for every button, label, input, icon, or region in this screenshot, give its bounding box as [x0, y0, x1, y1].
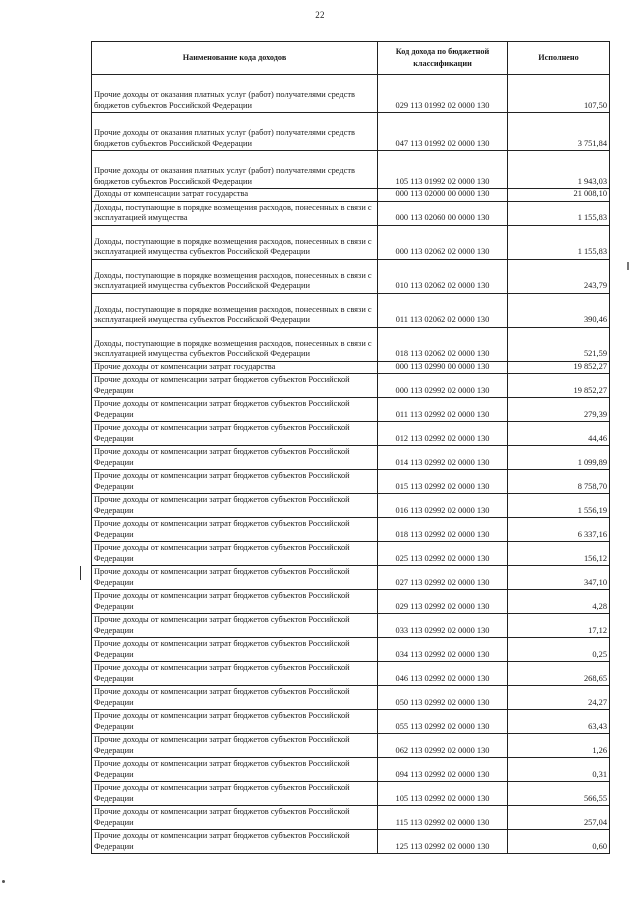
table-row	[92, 614, 610, 638]
revenue-code-cell: 011 113 02062 02 0000 130	[378, 293, 508, 327]
revenue-code-cell: 055 113 02992 02 0000 130	[378, 710, 508, 734]
amount-cell: 279,39	[508, 398, 610, 422]
amount-cell: 63,43	[508, 710, 610, 734]
amount-cell: 4,28	[508, 590, 610, 614]
table-row	[92, 75, 610, 113]
revenue-code-cell: 015 113 02992 02 0000 130	[378, 470, 508, 494]
amount-cell: 566,55	[508, 782, 610, 806]
revenue-name-cell: Прочие доходы от компенсации затрат бюджетов субъектов Российской Федерации	[92, 614, 378, 638]
table-row	[92, 758, 610, 782]
revenue-name-cell: Прочие доходы от компенсации затрат бюджетов субъектов Российской Федерации	[92, 518, 378, 542]
amount-cell: 521,59	[508, 327, 610, 361]
amount-cell: 8 758,70	[508, 470, 610, 494]
amount-cell: 0,25	[508, 638, 610, 662]
revenue-name-cell: Доходы, поступающие в порядке возмещения расходов, понесенных в связи с эксплуатацией имущества субъектов Российской Федерации	[92, 327, 378, 361]
revenue-code-cell: 094 113 02992 02 0000 130	[378, 758, 508, 782]
revenue-code-cell: 000 113 02992 02 0000 130	[378, 374, 508, 398]
revenue-code-cell: 029 113 01992 02 0000 130	[378, 75, 508, 113]
revenue-name-cell: Прочие доходы от компенсации затрат бюджетов субъектов Российской Федерации	[92, 806, 378, 830]
table-row	[92, 113, 610, 151]
revenue-code-cell: 000 113 02990 00 0000 130	[378, 361, 508, 374]
revenue-name-cell: Прочие доходы от компенсации затрат бюджетов субъектов Российской Федерации	[92, 470, 378, 494]
table-row	[92, 361, 610, 374]
revenue-code-cell: 047 113 01992 02 0000 130	[378, 113, 508, 151]
amount-cell: 1 943,03	[508, 151, 610, 189]
table-row	[92, 566, 610, 590]
amount-cell: 257,04	[508, 806, 610, 830]
revenue-name-cell: Прочие доходы от компенсации затрат бюджетов субъектов Российской Федерации	[92, 734, 378, 758]
amount-cell: 156,12	[508, 542, 610, 566]
table-row	[92, 830, 610, 854]
table-row	[92, 259, 610, 293]
table-header-row	[92, 42, 610, 75]
revenue-code-cell: 029 113 02992 02 0000 130	[378, 590, 508, 614]
amount-cell: 1,26	[508, 734, 610, 758]
revenue-name-cell: Доходы, поступающие в порядке возмещения расходов, понесенных в связи с эксплуатацией имущества субъектов Российской Федерации	[92, 259, 378, 293]
scan-artifact-mark	[2, 880, 5, 883]
revenue-code-cell: 033 113 02992 02 0000 130	[378, 614, 508, 638]
amount-cell: 347,10	[508, 566, 610, 590]
revenue-name-cell: Прочие доходы от компенсации затрат бюджетов субъектов Российской Федерации	[92, 782, 378, 806]
revenue-code-cell: 018 113 02992 02 0000 130	[378, 518, 508, 542]
amount-cell: 1 155,83	[508, 225, 610, 259]
revenue-code-cell: 016 113 02992 02 0000 130	[378, 494, 508, 518]
revenue-code-cell: 034 113 02992 02 0000 130	[378, 638, 508, 662]
revenue-code-cell: 014 113 02992 02 0000 130	[378, 446, 508, 470]
revenue-code-cell: 011 113 02992 02 0000 130	[378, 398, 508, 422]
table-row	[92, 686, 610, 710]
revenue-code-cell: 010 113 02062 02 0000 130	[378, 259, 508, 293]
table-row	[92, 225, 610, 259]
table-row	[92, 374, 610, 398]
revenue-name-cell: Прочие доходы от компенсации затрат бюджетов субъектов Российской Федерации	[92, 374, 378, 398]
scan-artifact-mark	[80, 566, 81, 580]
table-row	[92, 189, 610, 202]
table-row	[92, 293, 610, 327]
revenue-code-cell: 105 113 02992 02 0000 130	[378, 782, 508, 806]
amount-cell: 0,60	[508, 830, 610, 854]
amount-cell: 0,31	[508, 758, 610, 782]
revenue-code-cell: 027 113 02992 02 0000 130	[378, 566, 508, 590]
revenue-code-cell: 012 113 02992 02 0000 130	[378, 422, 508, 446]
revenue-name-cell: Доходы, поступающие в порядке возмещения расходов, понесенных в связи с эксплуатацией имущества	[92, 201, 378, 225]
revenue-code-cell: 018 113 02062 02 0000 130	[378, 327, 508, 361]
amount-cell: 6 337,16	[508, 518, 610, 542]
revenue-code-cell: 000 113 02062 02 0000 130	[378, 225, 508, 259]
header-amount-executed: Исполнено	[508, 42, 610, 75]
revenue-code-cell: 115 113 02992 02 0000 130	[378, 806, 508, 830]
revenue-name-cell: Доходы, поступающие в порядке возмещения расходов, понесенных в связи с эксплуатацией имущества субъектов Российской Федерации	[92, 225, 378, 259]
table-row	[92, 151, 610, 189]
amount-cell: 21 008,10	[508, 189, 610, 202]
revenue-code-cell: 000 113 02000 00 0000 130	[378, 189, 508, 202]
table-row	[92, 398, 610, 422]
table-row	[92, 201, 610, 225]
table-row	[92, 518, 610, 542]
revenue-code-cell: 105 113 01992 02 0000 130	[378, 151, 508, 189]
table-row	[92, 734, 610, 758]
amount-cell: 19 852,27	[508, 374, 610, 398]
revenue-name-cell: Доходы, поступающие в порядке возмещения расходов, понесенных в связи с эксплуатацией имущества субъектов Российской Федерации	[92, 293, 378, 327]
table-row	[92, 494, 610, 518]
header-revenue-name: Наименование кода доходов	[92, 42, 378, 75]
amount-cell: 268,65	[508, 662, 610, 686]
revenue-name-cell: Прочие доходы от компенсации затрат бюджетов субъектов Российской Федерации	[92, 590, 378, 614]
table-row	[92, 590, 610, 614]
revenue-code-cell: 062 113 02992 02 0000 130	[378, 734, 508, 758]
revenue-name-cell: Прочие доходы от компенсации затрат бюджетов субъектов Российской Федерации	[92, 542, 378, 566]
amount-cell: 17,12	[508, 614, 610, 638]
amount-cell: 3 751,84	[508, 113, 610, 151]
header-classification-code: Код дохода по бюджетной классификации	[378, 42, 508, 75]
revenue-code-cell: 025 113 02992 02 0000 130	[378, 542, 508, 566]
revenue-name-cell: Прочие доходы от компенсации затрат государства	[92, 361, 378, 374]
amount-cell: 44,46	[508, 422, 610, 446]
amount-cell: 1 155,83	[508, 201, 610, 225]
revenue-name-cell: Доходы от компенсации затрат государства	[92, 189, 378, 202]
revenue-code-cell: 050 113 02992 02 0000 130	[378, 686, 508, 710]
revenue-name-cell: Прочие доходы от компенсации затрат бюджетов субъектов Российской Федерации	[92, 398, 378, 422]
revenue-table	[91, 41, 610, 854]
amount-cell: 107,50	[508, 75, 610, 113]
scan-artifact-mark	[627, 262, 629, 270]
table-row	[92, 710, 610, 734]
table-row	[92, 782, 610, 806]
table-row	[92, 662, 610, 686]
revenue-name-cell: Прочие доходы от оказания платных услуг (работ) получателями средств бюджетов субъектов Российской Федерации	[92, 113, 378, 151]
revenue-name-cell: Прочие доходы от компенсации затрат бюджетов субъектов Российской Федерации	[92, 710, 378, 734]
revenue-name-cell: Прочие доходы от оказания платных услуг (работ) получателями средств бюджетов субъектов Российской Федерации	[92, 151, 378, 189]
amount-cell: 24,27	[508, 686, 610, 710]
revenue-name-cell: Прочие доходы от компенсации затрат бюджетов субъектов Российской Федерации	[92, 494, 378, 518]
amount-cell: 243,79	[508, 259, 610, 293]
revenue-name-cell: Прочие доходы от компенсации затрат бюджетов субъектов Российской Федерации	[92, 830, 378, 854]
amount-cell: 390,46	[508, 293, 610, 327]
amount-cell: 1 099,89	[508, 446, 610, 470]
table-row	[92, 422, 610, 446]
revenue-code-cell: 000 113 02060 00 0000 130	[378, 201, 508, 225]
revenue-name-cell: Прочие доходы от компенсации затрат бюджетов субъектов Российской Федерации	[92, 446, 378, 470]
table-row	[92, 470, 610, 494]
revenue-name-cell: Прочие доходы от компенсации затрат бюджетов субъектов Российской Федерации	[92, 686, 378, 710]
table-row	[92, 446, 610, 470]
revenue-code-cell: 046 113 02992 02 0000 130	[378, 662, 508, 686]
amount-cell: 19 852,27	[508, 361, 610, 374]
page-number: 22	[315, 10, 325, 20]
revenue-name-cell: Прочие доходы от компенсации затрат бюджетов субъектов Российской Федерации	[92, 662, 378, 686]
revenue-name-cell: Прочие доходы от компенсации затрат бюджетов субъектов Российской Федерации	[92, 422, 378, 446]
revenue-name-cell: Прочие доходы от компенсации затрат бюджетов субъектов Российской Федерации	[92, 566, 378, 590]
table-row	[92, 542, 610, 566]
table-row	[92, 806, 610, 830]
revenue-name-cell: Прочие доходы от оказания платных услуг (работ) получателями средств бюджетов субъектов Российской Федерации	[92, 75, 378, 113]
amount-cell: 1 556,19	[508, 494, 610, 518]
table-row	[92, 327, 610, 361]
revenue-name-cell: Прочие доходы от компенсации затрат бюджетов субъектов Российской Федерации	[92, 638, 378, 662]
revenue-name-cell: Прочие доходы от компенсации затрат бюджетов субъектов Российской Федерации	[92, 758, 378, 782]
revenue-code-cell: 125 113 02992 02 0000 130	[378, 830, 508, 854]
table-row	[92, 638, 610, 662]
